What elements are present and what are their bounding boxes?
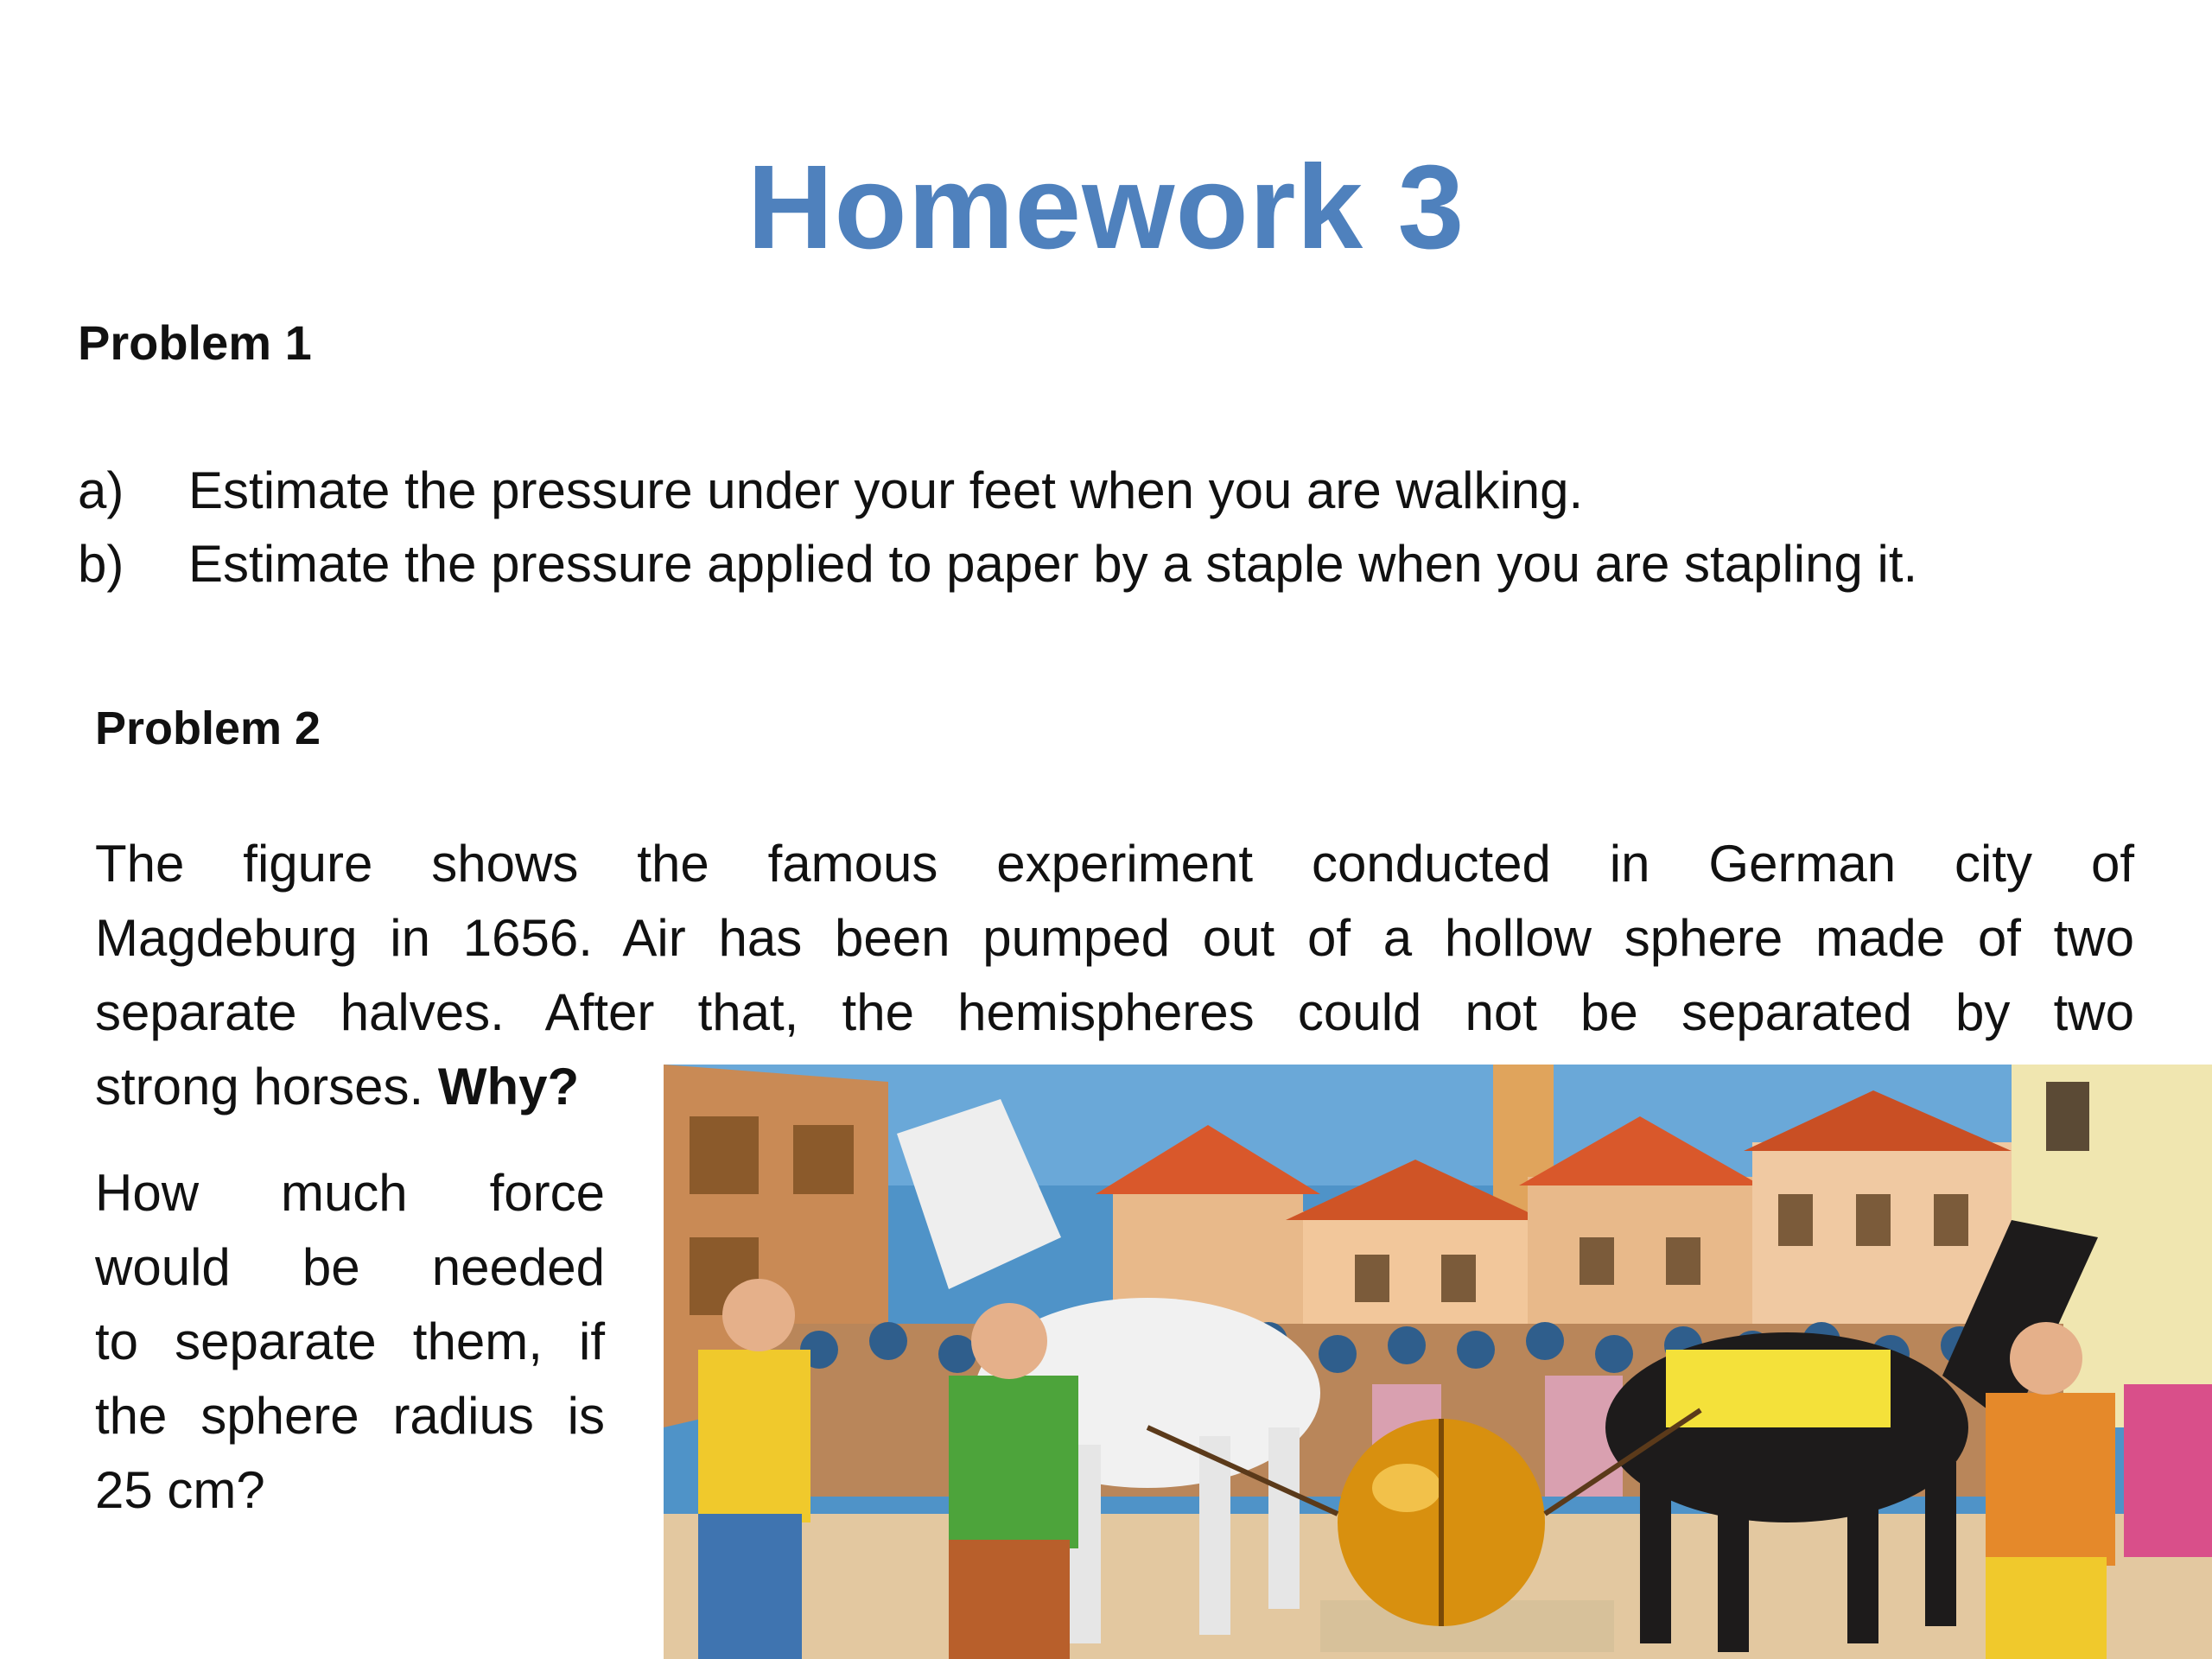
problem-2-heading: Problem 2 [95, 702, 321, 754]
question-line: to separate them, if [95, 1313, 605, 1370]
list-marker: a) [78, 461, 124, 519]
question-line: 25 cm? [95, 1461, 265, 1519]
list-item [78, 456, 1583, 525]
question-line: How much force [95, 1164, 605, 1222]
magdeburg-illustration [664, 1065, 2212, 1659]
list-item-text: Estimate the pressure under your feet when you are walking. [188, 461, 1584, 519]
paragraph-line: separate halves. After that, the hemispheres could not be separated by two [95, 983, 2134, 1041]
slide-title: Homework 3 [747, 141, 1465, 274]
list-marker: b) [78, 535, 124, 593]
paragraph-last-line [95, 1050, 579, 1124]
paragraph-line: Magdeburg in 1656. Air has been pumped out of a hollow sphere made of two [95, 909, 2134, 967]
problem-1-heading: Problem 1 [78, 315, 312, 370]
paragraph-line: The figure shows the famous experiment conducted in German city of [95, 835, 2134, 893]
why-emphasis: Why? [437, 1058, 580, 1116]
paragraph-text: strong horses. [95, 1058, 438, 1116]
question-line: the sphere radius is [95, 1387, 605, 1445]
list-item-text: Estimate the pressure applied to paper by a staple when you are stapling it. [188, 535, 1918, 593]
question-line: would be needed [95, 1238, 605, 1296]
list-item [78, 530, 1917, 599]
